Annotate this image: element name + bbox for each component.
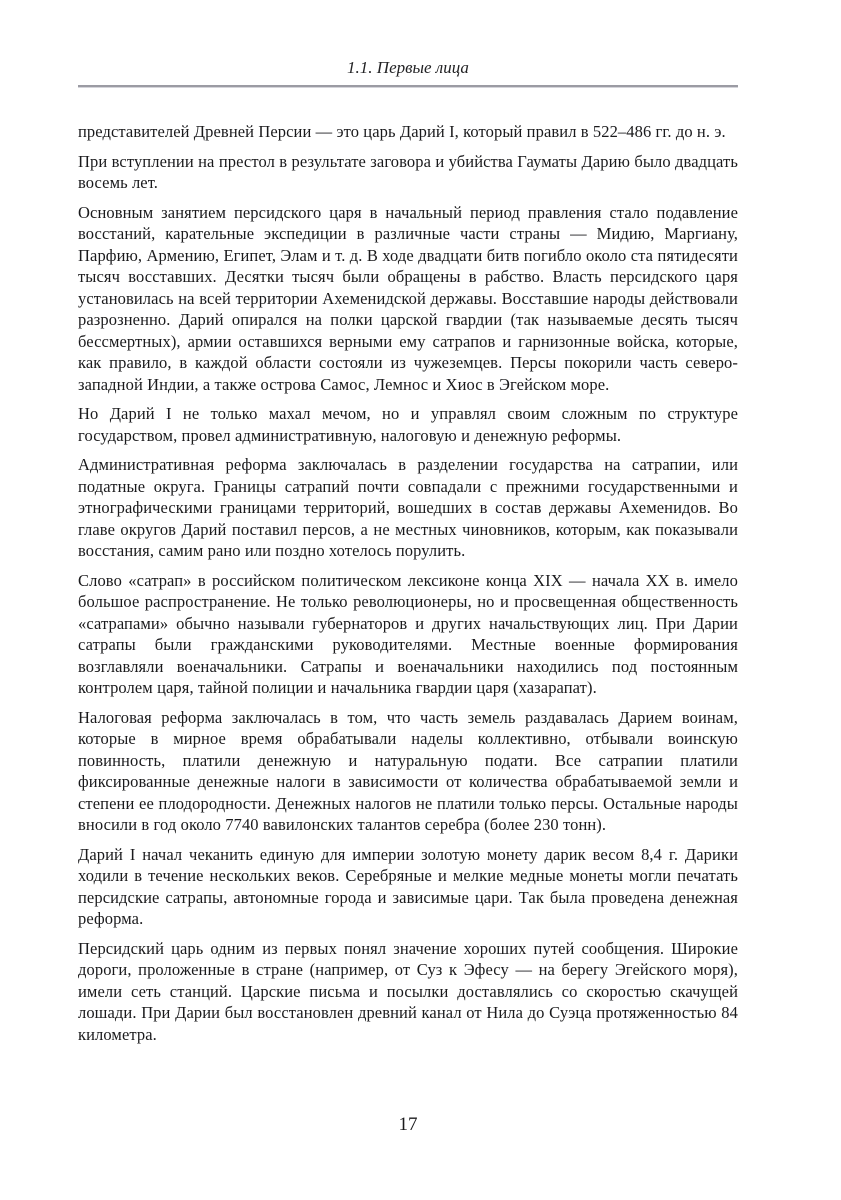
text-column: [78, 0, 738, 1053]
header-rule-divider: [78, 85, 738, 88]
paragraph: Дарий I начал чеканить единую для империи золотую монету дарик весом 8,4 г. Дарики ходили в течение нескольких веков. Серебряные и мелкие медные монеты могли печатать персидские сатрапы, автономные города и зависимые цари. Так была проведена денежная реформа.: [78, 844, 738, 929]
body-text: [78, 121, 738, 1045]
paragraph: При вступлении на престол в результате заговора и убийства Гауматы Дарию было двадцать восемь лет.: [78, 151, 738, 193]
paragraph: Основным занятием персидского царя в начальный период правления стало подавление восстаний, карательные экспедиции в различные части страны — Мидию, Маргиану, Парфию, Армению, Египет, Элам и т. д. В ходе двадцати битв погибло около ста пятидесяти тысяч восставших. Десятки тысяч были обращены в рабство. Власть персидского царя установилась на всей территории Ахеменидской державы. Восставшие народы действовали разрозненно. Дарий опирался на полки царской гвардии (так называемые десять тысяч бессмертных), армии оставшихся верными ему сатрапов и гарнизонные войска, которые, как правило, в каждой области состояли из чужеземцев. Персы покорили часть северо-западной Индии, а также острова Самос, Лемнос и Хиос в Эгейском море.: [78, 202, 738, 394]
page-number: 17: [398, 1114, 418, 1135]
paragraph: Административная реформа заключалась в разделении государства на сатрапии, или податные округа. Границы сатрапий почти совпадали с прежними государственными и этнографическими границами территорий, вошедших в состав державы Ахеменидов. Во главе округов Дарий поставил персов, а не местных чиновников, которым, как показывали восстания, самим рано или поздно хотелось порулить.: [78, 455, 738, 561]
paragraph: Персидский царь одним из первых понял значение хороших путей сообщения. Широкие дороги, проложенные в стране (например, от Суз к Эфесу — на берегу Эгейского моря), имели сеть станций. Царские письма и посылки доставлялись со скоростью скачущей лошади. При Дарии был восстановлен древний канал от Нила до Суэца протяженностью 84 километра.: [78, 938, 738, 1044]
paragraph: представителей Древней Персии — это царь Дарий I, который правил в 522–486 гг. до н. э.: [78, 122, 726, 142]
paragraph: Налоговая реформа заключалась в том, что часть земель раздавалась Дарием воинам, которые в мирное время обрабатывали наделы коллективно, отбывали воинскую повинность, платили денежную и натуральную подати. Все сатрапии платили фиксированные денежные налоги в зависимости от количества обрабатываемой земли и степени ее плодородности. Денежных налогов не платили только персы. Остальные народы вносили в год около 7740 вавилонских талантов серебра (более 230 тонн).: [78, 707, 738, 835]
page-header: [78, 0, 738, 88]
paragraph: Но Дарий I не только махал мечом, но и управлял своим сложным по структуре государством, провел административную, налоговую и денежную реформы.: [78, 404, 738, 445]
running-head-title: 1.1. Первые лица: [347, 58, 469, 77]
paragraph: Слово «сатрап» в российском политическом лексиконе конца XIX — начала XX в. имело большое распространение. Не только революционеры, но и просвещенная общественность «сатрапами» обычно называли губернаторов и других начальствующих лиц. При Дарии сатрапы были гражданскими руководителями. Местные военные формирования возглавляли военачальники. Сатрапы и военачальники находились под постоянным контролем царя, тайной полиции и начальника гвардии царя (хазарапат).: [78, 570, 738, 698]
